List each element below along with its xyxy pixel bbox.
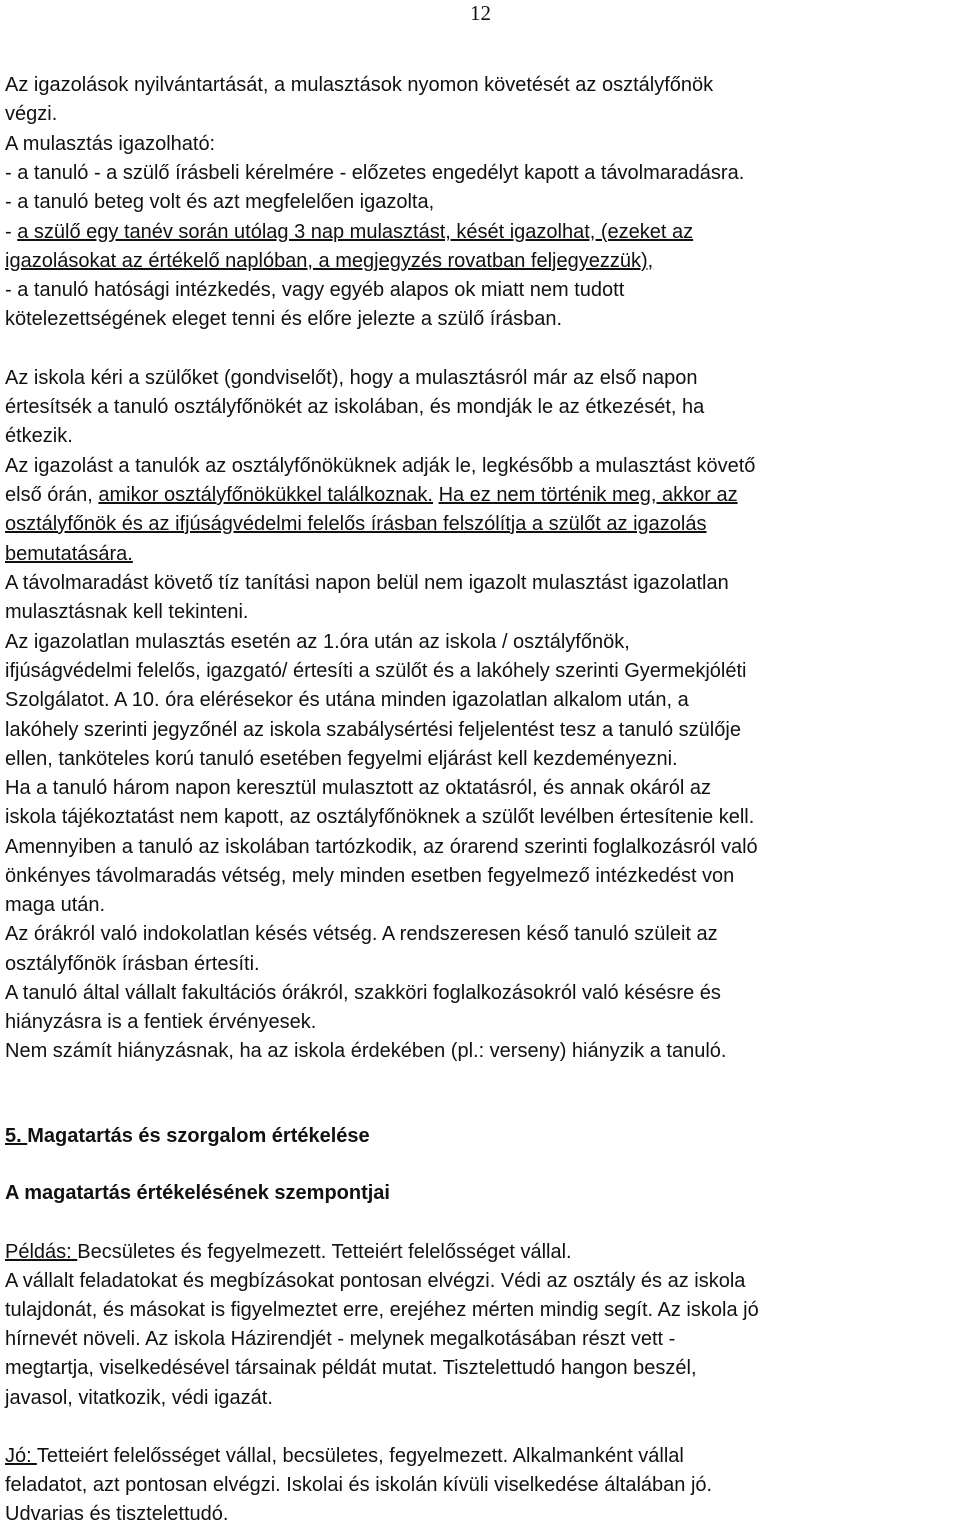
text-line: étkezik. xyxy=(5,425,73,447)
text-line: - a tanuló hatósági intézkedés, vagy egyéb alapos ok miatt nem tudott xyxy=(5,279,625,301)
text-line: hírnevét növeli. Az iskola Házirendjét - melynek megalkotásában részt vett - xyxy=(5,1328,676,1350)
text-line: osztályfőnök írásban értesíti. xyxy=(5,953,260,975)
text-line: - a tanuló beteg volt és azt megfelelően igazolta, xyxy=(5,191,435,213)
text-line: mulasztásnak kell tekinteni. xyxy=(5,601,249,623)
text-line xyxy=(5,1442,684,1471)
text-line: önkényes távolmaradás vétség, mely minden esetben fegyelmező intézkedést von xyxy=(5,865,735,887)
text-line xyxy=(5,1238,572,1267)
underlined-text: amikor osztályfőnökükkel találkoznak. xyxy=(98,484,433,506)
section-number: 5. xyxy=(5,1125,28,1147)
grade-label-good: Jó: xyxy=(5,1445,37,1467)
text-line: iskola tájékoztatást nem kapott, az osztályfőnöknek a szülőt levélben értesítenie kell. xyxy=(5,806,755,828)
text-line: maga után. xyxy=(5,894,106,916)
text-line: A távolmaradást követő tíz tanítási napon belül nem igazolt mulasztást igazolatlan xyxy=(5,572,729,594)
text-line: Az igazolást a tanulók az osztályfőnöküknek adják le, legkésőbb a mulasztást követő xyxy=(5,455,756,477)
text-line: Amennyiben a tanuló az iskolában tartózkodik, az órarend szerinti foglalkozásról való xyxy=(5,836,758,858)
text-line: Az igazolatlan mulasztás esetén az 1.óra után az iskola / osztályfőnök, xyxy=(5,631,630,653)
section-heading xyxy=(5,1122,370,1151)
grade-label-exemplary: Példás: xyxy=(5,1241,78,1263)
subsection-heading: A magatartás értékelésének szempontjai xyxy=(5,1182,390,1204)
text-line: Szolgálatot. A 10. óra elérésekor és utána minden igazolatlan alkalom után, a xyxy=(5,689,689,711)
text-line: értesítsék a tanuló osztályfőnökét az iskolában, és mondják le az étkezését, ha xyxy=(5,396,705,418)
underlined-text: a szülő egy tanév során utólag 3 nap mulasztást, kését igazolhat, (ezeket az xyxy=(17,221,694,243)
page-number: 12 xyxy=(470,1,491,25)
text-line: A mulasztás igazolható: xyxy=(5,133,216,155)
text-line: Udvarias és tisztelettudó. xyxy=(5,1503,229,1525)
text-line: javasol, vitatkozik, védi igazát. xyxy=(5,1387,273,1409)
text-line: megtartja, viselkedésével társainak példát mutat. Tisztelettudó hangon beszél, xyxy=(5,1357,697,1379)
text-line xyxy=(5,481,738,510)
text-line xyxy=(5,218,693,247)
text-line: Az órákról való indokolatlan késés vétség. A rendszeresen késő tanuló szüleit az xyxy=(5,923,718,945)
underlined-text-line: igazolásokat az értékelő naplóban, a megjegyzés rovatban feljegyezzük), xyxy=(5,250,654,272)
text-line: tulajdonát, és másokat is figyelmeztet erre, erejéhez mérten mindig segít. Az iskola jó xyxy=(5,1299,759,1321)
underlined-text-line: osztályfőnök és az ifjúságvédelmi felelős írásban felszólítja a szülőt az igazolás xyxy=(5,513,707,535)
text-line: végzi. xyxy=(5,103,58,125)
text-line: Nem számít hiányzásnak, ha az iskola érdekében (pl.: verseny) hiányzik a tanuló. xyxy=(5,1040,727,1062)
underlined-text-line: bemutatására. xyxy=(5,543,133,565)
section-title: Magatartás és szorgalom értékelése xyxy=(27,1125,370,1147)
text-line: hiányzásra is a fentiek érvényesek. xyxy=(5,1011,317,1033)
underlined-text: Ha ez nem történik meg, akkor az xyxy=(438,484,738,506)
text-line: feladatot, azt pontosan elvégzi. Iskolai és iskolán kívüli viselkedése általában jó. xyxy=(5,1474,713,1496)
text-line: Az iskola kéri a szülőket (gondviselőt), hogy a mulasztásról már az első napon xyxy=(5,367,698,389)
text-span: - xyxy=(5,221,18,243)
text-span: Becsületes és fegyelmezett. Tetteiért felelősséget vállal. xyxy=(77,1241,572,1263)
text-line: - a tanuló - a szülő írásbeli kérelmére - előzetes engedélyt kapott a távolmaradásra. xyxy=(5,162,745,184)
text-span: Tetteiért felelősséget vállal, becsületes, fegyelmezett. Alkalmanként vállal xyxy=(36,1445,684,1467)
text-line: kötelezettségének eleget tenni és előre jelezte a szülő írásban. xyxy=(5,308,563,330)
text-line: ellen, tanköteles korú tanuló esetében fegyelmi eljárást kell kezdeményezni. xyxy=(5,748,678,770)
text-line: ifjúságvédelmi felelős, igazgató/ értesíti a szülőt és a lakóhely szerinti Gyermekjóléti xyxy=(5,660,747,682)
text-line: lakóhely szerinti jegyzőnél az iskola szabálysértési feljelentést tesz a tanuló szülője xyxy=(5,719,741,741)
text-span: első órán, xyxy=(5,484,99,506)
text-line: Ha a tanuló három napon keresztül mulasztott az oktatásról, és annak okáról az xyxy=(5,777,711,799)
text-line: A tanuló által vállalt fakultációs órákról, szakköri foglalkozásokról való késésre és xyxy=(5,982,721,1004)
text-line: Az igazolások nyilvántartását, a mulasztások nyomon követését az osztályfőnök xyxy=(5,74,714,96)
text-line: A vállalt feladatokat és megbízásokat pontosan elvégzi. Védi az osztály és az iskola xyxy=(5,1270,746,1292)
